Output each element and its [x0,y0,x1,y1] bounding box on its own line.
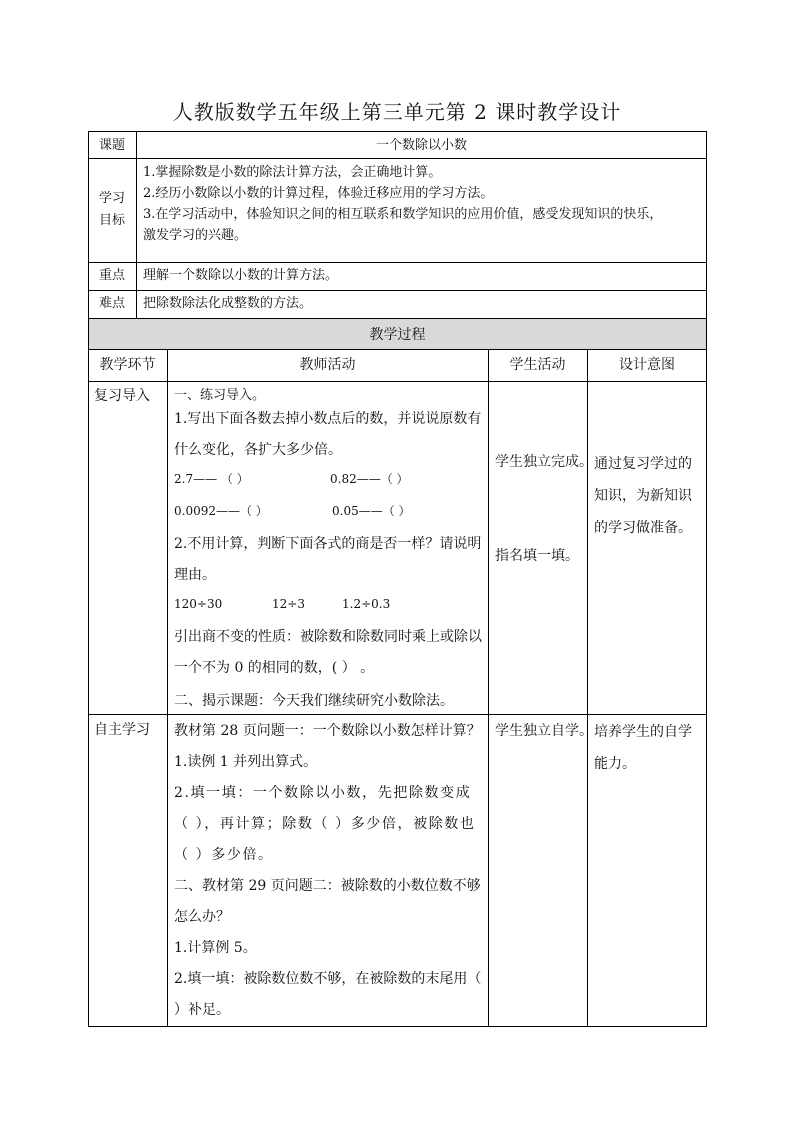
divider [88,262,707,263]
divider [88,158,707,159]
divider [488,349,489,1027]
divider [88,381,707,382]
design-intent: 培养学生的自学能力。 [594,724,692,772]
col-intent: 设计意图 [619,357,675,373]
expr-c: 0.0092——（ ） [174,504,268,518]
goal-item: 1.掌握除数是小数的除法计算方法，会正确地计算。 [143,165,442,180]
goals-label [88,188,136,232]
teacher-line: 2.填一填：一个数除以小数，先把除数变成（ ），再计算；除数（ ）多少倍，被除数也（ ）多少倍。 [174,785,476,863]
teacher-line: 引出商不变的性质：被除数和除数同时乘上或除以一个不为 0 的相同的数，( ） 。 [174,629,482,676]
teacher-line: 1.读例 1 并列出算式。 [174,754,318,770]
teacher-paragraph [174,404,484,466]
page-title: 人教版数学五年级上第三单元第 2 课时教学设计 [172,100,622,124]
teacher-line: 二、揭示课题：今天我们继续研究小数除法。 [174,693,454,709]
topic-value: 一个数除以小数 [375,138,467,153]
divider [88,290,707,291]
teacher-paragraph [174,529,484,591]
expr-a: 2.7—— （ ） [174,472,249,486]
key-point-label: 重点 [98,268,125,283]
stage-review: 复习导入 [94,388,150,404]
difficulty-value: 把除数除法化成整数的方法。 [143,296,313,311]
quotient-b: 12÷3 [272,597,305,611]
student-activity: 指名填一填。 [495,548,579,564]
quotient-c: 1.2÷0.3 [342,597,391,611]
goal-item: 2.经历小数除以小数的计算过程，体验迁移应用的学习方法。 [143,186,494,201]
quotient-a: 120÷30 [174,597,223,611]
expr-b: 0.82——（ ） [330,472,409,486]
quotient-row [174,597,484,611]
col-teacher: 教师活动 [299,357,356,373]
teacher-line: 2.填一填：被除数位数不够，在被除数的末尾用（ ）补足。 [174,971,482,1018]
teacher-line: 2.不用计算，判断下面各式的商是否一样？请说明理由。 [174,536,482,583]
teacher-line: 二、教材第 29 页问题二：被除数的小数位数不够怎么办？ [174,878,481,925]
teacher-line: 一、练习导入。 [174,388,266,403]
goals-label-line: 目标 [98,213,125,228]
key-point-value: 理解一个数除以小数的计算方法。 [143,268,339,283]
divider [167,349,168,1027]
goals-label-line: 学习 [98,191,125,206]
divider [88,349,707,350]
goal-item: 3.在学习活动中，体验知识之间的相互联系和数学知识的应用价值，感受发现知识的快乐， [143,207,663,222]
col-stage: 教学环节 [99,357,156,373]
teacher-line: 1.写出下面各数去掉小数点后的数，并说说原数有什么变化，各扩大多少倍。 [174,411,482,458]
teacher-paragraph [174,716,484,1026]
student-activity: 学生独立完成。 [495,454,593,470]
process-header: 教学过程 [369,327,426,343]
design-intent: 通过复习学过的知识，为新知识的学习做准备。 [594,456,692,536]
col-student: 学生活动 [509,357,566,373]
topic-label: 课题 [98,138,125,153]
teacher-line: 教材第 28 页问题一：一个数除以小数怎样计算？ [174,723,481,739]
teacher-line: 1.计算例 5。 [174,940,257,956]
expr-row [174,470,484,487]
goal-item: 激发学习的兴趣。 [143,228,248,243]
expr-row [174,502,484,519]
goals-list [143,162,703,246]
divider [88,714,707,715]
expr-d: 0.05——（ ） [332,504,411,518]
difficulty-label: 难点 [98,296,125,311]
teacher-paragraph [174,622,484,684]
divider [136,131,137,318]
student-activity: 学生独立自学。 [495,723,593,739]
stage-self-study: 自主学习 [94,722,150,738]
